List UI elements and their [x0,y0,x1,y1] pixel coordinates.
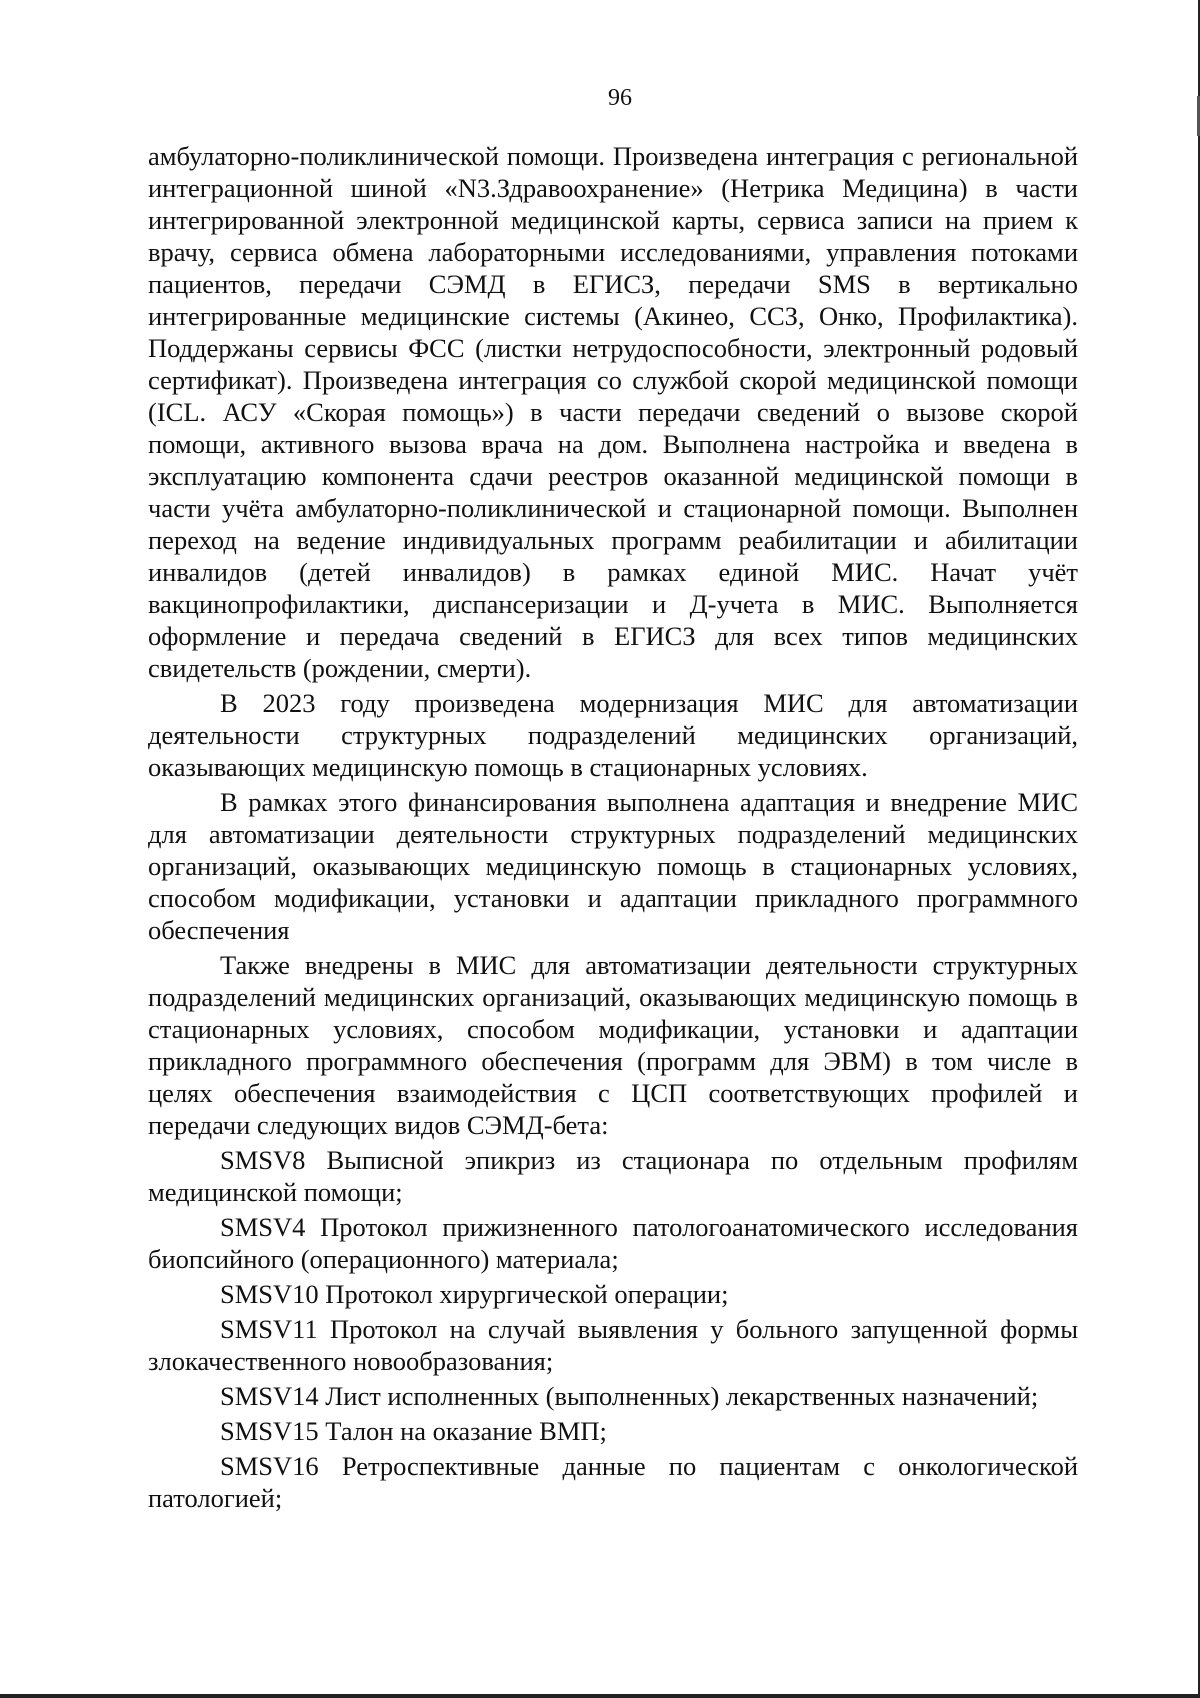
paragraph-integration: амбулаторно-поликлинической помощи. Произведена интеграция с региональной интеграционной шиной «N3.Здравоохранение» (Нетрика Медицина) в части интегрированной электронной медицинской карты, сервиса записи на прием к врачу, сервиса обмена лабораторными исследованиями, управления потоками пациентов, передачи СЭМД в ЕГИСЗ, передачи SMS в вертикально интегрированные медицинские системы (Акинео, ССЗ, Онко, Профилактика). Поддержаны сервисы ФСС (листки нетрудоспособности, электронный родовый сертификат). Произведена интеграция со службой скорой медицинской помощи (ICL. АСУ «Скорая помощь») в части передачи сведений о вызове скорой помощи, активного вызова врача на дом. Выполнена настройка и введена в эксплуатацию компонента сдачи реестров оказанной медицинской помощи в части учёта амбулаторно-поликлинической и стационарной помощи. Выполнен переход на ведение индивидуальных программ реабилитации и абилитации инвалидов (детей инвалидов) в рамках единой МИС. Начат учёт вакцинопрофилактики, диспансеризации и Д-учета в МИС. Выполняется оформление и передача сведений в ЕГИСЗ для всех типов медицинских свидетельств (рождении, смерти). [148,141,1078,683]
document-body [148,140,1078,1517]
list-item-smsv10: SMSV10 Протокол хирургической операции; [220,1279,729,1309]
paragraph-financing-adaptation: В рамках этого финансирования выполнена адаптация и внедрение МИС для автоматизации деятельности структурных подразделений медицинских организаций, оказывающих медицинскую помощь в стационарных условиях, способом модификации, установки и адаптации прикладного программного обеспечения [148,787,1078,945]
list-item-smsv15: SMSV15 Талон на оказание ВМП; [220,1416,607,1446]
page-number: 96 [608,85,632,111]
paragraph-semd-introduction: Также внедрены в МИС для автоматизации деятельности структурных подразделений медицинских организаций, оказывающих медицинскую помощь в стационарных условиях, способом модификации, установки и адаптации прикладного программного обеспечения (программ для ЭВМ) в том числе в целях обеспечения взаимодействия с ЦСП соответствующих профилей и передачи следующих видов СЭМД-бета: [148,950,1078,1140]
paragraph-modernization-2023: В 2023 году произведена модернизация МИС для автоматизации деятельности структурных подразделений медицинских организаций, оказывающих медицинскую помощь в стационарных условиях. [148,688,1078,782]
list-item-smsv16: SMSV16 Ретроспективные данные по пациентам с онкологической патологией; [148,1451,1078,1513]
list-item-smsv8: SMSV8 Выписной эпикриз из стационара по отдельным профилям медицинской помощи; [148,1145,1078,1207]
list-item-smsv11: SMSV11 Протокол на случай выявления у больного запущенной формы злокачественного новообразования; [148,1314,1078,1376]
list-item-smsv14: SMSV14 Лист исполненных (выполненных) лекарственных назначений; [220,1381,1039,1411]
scan-edge-bottom [0,1694,1200,1698]
list-item-smsv4: SMSV4 Протокол прижизненного патологоанатомического исследования биопсийного (операционного) материала; [148,1212,1078,1274]
